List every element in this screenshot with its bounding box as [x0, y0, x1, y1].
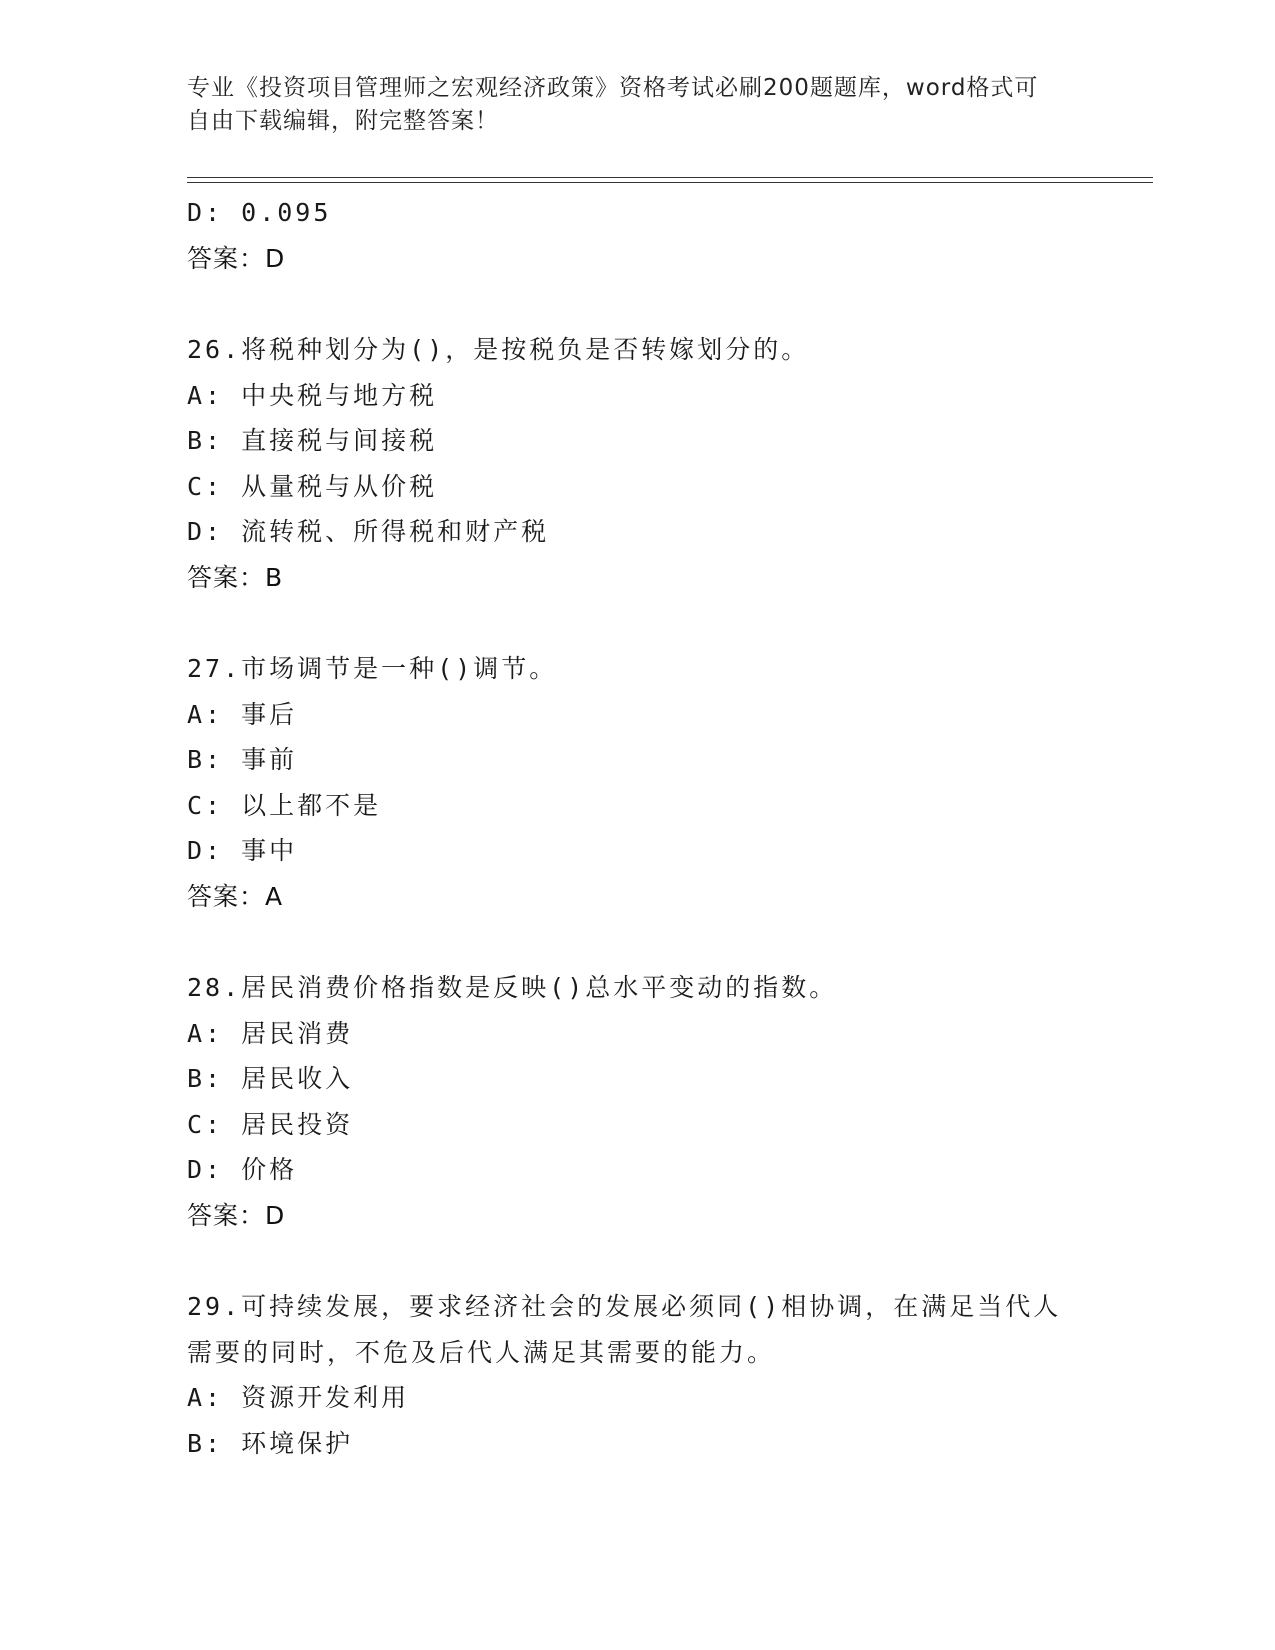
question-stem: 28.居民消费价格指数是反映()总水平变动的指数。	[187, 973, 838, 1002]
question-stem-line-2: 需要的同时，不危及后代人满足其需要的能力。	[187, 1337, 776, 1367]
question-27	[187, 646, 1107, 919]
option-d: D: 价格	[187, 1155, 298, 1184]
option-a: A: 中央税与地方税	[187, 380, 438, 410]
answer: 答案：B	[187, 562, 284, 592]
question-stem-line-1: 29.可持续发展，要求经济社会的发展必须同()相协调，在满足当代人	[187, 1292, 1062, 1321]
page-header	[187, 72, 1087, 138]
option-b: B: 居民收入	[187, 1064, 354, 1093]
question-26	[187, 327, 1107, 600]
question-25-fragment	[187, 190, 1107, 281]
answer: 答案：A	[187, 881, 284, 911]
option-d: D: 流转税、所得税和财产税	[187, 517, 550, 546]
answer: 答案：D	[187, 243, 286, 273]
header-divider-top	[187, 177, 1153, 178]
question-stem: 26.将税种划分为()，是按税负是否转嫁划分的。	[187, 335, 810, 364]
answer: 答案：D	[187, 1200, 286, 1230]
option-a: A: 居民消费	[187, 1018, 354, 1048]
option-b: B: 事前	[187, 745, 298, 774]
header-divider-bottom	[187, 182, 1153, 183]
question-list	[187, 190, 1107, 1466]
option-b: B: 环境保护	[187, 1428, 354, 1458]
option-d: D: 事中	[187, 836, 298, 865]
option-c: C: 以上都不是	[187, 790, 382, 820]
option-d: D: 0.095	[187, 198, 332, 227]
option-b: B: 直接税与间接税	[187, 426, 438, 455]
header-title-line-2: 自由下载编辑，附完整答案！	[187, 108, 499, 134]
question-29	[187, 1284, 1107, 1466]
option-c: C: 从量税与从价税	[187, 471, 438, 501]
option-c: C: 居民投资	[187, 1109, 354, 1139]
header-title-line-1: 专业《投资项目管理师之宏观经济政策》资格考试必刷200题题库，word格式可	[187, 75, 1039, 101]
option-a: A: 事后	[187, 699, 298, 729]
option-a: A: 资源开发利用	[187, 1383, 410, 1412]
question-28	[187, 965, 1107, 1238]
question-stem: 27.市场调节是一种()调节。	[187, 654, 558, 683]
